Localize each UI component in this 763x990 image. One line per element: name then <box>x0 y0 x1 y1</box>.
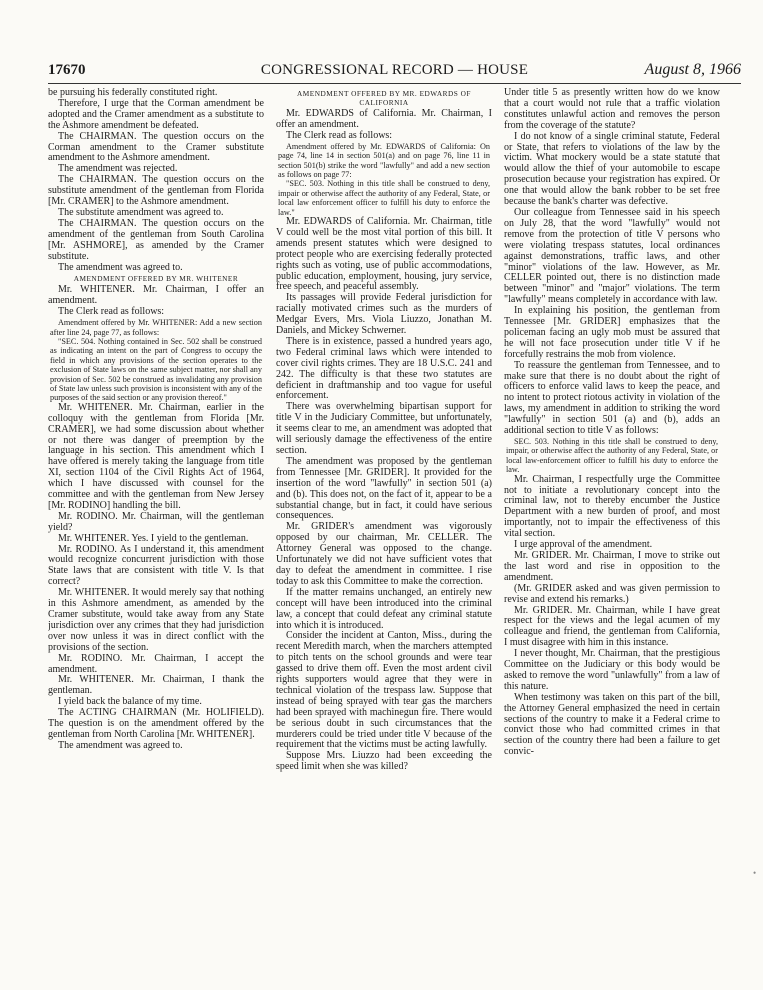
paragraph: Its passages will provide Federal jurisdiction for racially motivated crimes such as the murders of Medgar Evers, Mrs. Viola Liuzzo, Jonathan M. Daniels, and Mickey Schwerner. <box>276 292 492 337</box>
paragraph: I do not know of a single criminal statute, Federal or State, that refers to violations of the law by the victim. What mockery would be a state statute that would allow the thief of your automobile to escape prosecution because your registration has expired. Or one that would allow the bank robber to be set free because the bank's charter was defective. <box>504 130 720 208</box>
section-heading: AMENDMENT OFFERED BY MR. EDWARDS OF CALIFORNIA <box>297 89 471 107</box>
text-column-1 <box>48 88 264 978</box>
quoted-amendment-text: Amendment offered by Mr. WHITENER: Add a new section after line 24, page 77, as follows: <box>50 318 262 337</box>
paragraph: The Clerk read as follows: <box>286 129 393 141</box>
paragraph: Mr. WHITENER. Yes. I yield to the gentleman. <box>58 532 249 544</box>
text-column-3 <box>504 88 720 978</box>
paragraph: The substitute amendment was agreed to. <box>58 206 224 218</box>
paragraph: The Clerk read as follows: <box>58 306 165 318</box>
paragraph: The CHAIRMAN. The question occurs on the Corman amendment to the Cramer substitute amendment to the Ashmore amendment. <box>48 130 264 164</box>
paragraph: (Mr. GRIDER asked and was given permission to revise and extend his remarks.) <box>504 582 720 605</box>
edge-mark: • <box>753 868 757 878</box>
paragraph: When testimony was taken on this part of the bill, the Attorney General emphasized the need in certain sections of the country to make it a Federal crime to convict those who had committed crimes in that section of the country there had been a failure to get convic- <box>504 691 720 758</box>
paragraph: Mr. EDWARDS of California. Mr. Chairman, title V could well be the most vital portion of this bill. It amends present statutes which were designed to protect people who are exercising federally protected rights such as voting, use of public accommodations, public education, employment, housing, jury service, free speech, and peaceful assembly. <box>276 215 492 293</box>
paragraph: I urge approval of the amendment. <box>514 539 653 551</box>
paragraph: Mr. GRIDER. Mr. Chairman, I move to strike out the last word and rise in opposition to the amendment. <box>504 549 720 583</box>
paragraph: There was overwhelming bipartisan support for title V in the Judiciary Committee, but unfortunately, it seems clear to me, an amendment was adopted that will seriously damage the effectiveness of the entire section. <box>276 401 492 456</box>
paragraph: To reassure the gentleman from Tennessee, and to make sure that there is no doubt about the right of officers to enforce valid laws to keep the peace, and no intent to protect riotous activity in violation of the laws, my amendment in addition to striking the word "lawfully" in section 501 (a) and (b), adds an additional section to title V as follows: <box>504 359 720 437</box>
publication-date: August 8, 1966 <box>644 61 741 78</box>
paragraph: In explaining his position, the gentleman from Tennessee [Mr. GRIDER] emphasizes that the policeman facing an ugly mob must be assured that he will not face prosecution under title V if he forcefully restrains the mob from violence. <box>504 305 720 360</box>
paragraph: Mr. RODINO. Mr. Chairman, will the gentleman yield? <box>48 510 264 533</box>
publication-title: CONGRESSIONAL RECORD — HOUSE <box>260 62 529 78</box>
paragraph: Mr. WHITENER. Mr. Chairman, I offer an amendment. <box>48 284 264 307</box>
paragraph: If the matter remains unchanged, an entirely new concept will have been introduced into the criminal law, a concept that could defeat any criminal statute into which it is introduced. <box>276 586 492 631</box>
paragraph: Suppose Mrs. Liuzzo had been exceeding the speed limit when she was killed? <box>276 750 492 773</box>
paragraph: The CHAIRMAN. The question occurs on the amendment of the gentleman from South Carolina [Mr. ASHMORE], as amended by the Cramer substitute. <box>48 217 264 262</box>
paragraph: Mr. EDWARDS of California. Mr. Chairman, I offer an amendment. <box>276 108 492 130</box>
paragraph: The amendment was rejected. <box>58 163 178 175</box>
paragraph: I yield back the balance of my time. <box>58 696 202 708</box>
text-column-2 <box>276 88 492 978</box>
paragraph: Mr. WHITENER. Mr. Chairman, earlier in the colloquy with the gentleman from Florida [Mr. CRAMER], we had some discussion about whether or not there was danger of preemption by the language in his section. This amendment which I have offered is merely taking the language from title XI, section 1104 of the Civil Rights Act of 1964, which I have discussed with counsel for the committee and with the gentleman from New Jersey [Mr. RODINO] handling the bill. <box>48 401 264 511</box>
paragraph: Mr. WHITENER. Mr. Chairman, I thank the gentleman. <box>48 674 264 697</box>
paragraph: Mr. RODINO. As I understand it, this amendment would recognize concurrent jurisdiction with those State laws that are consistent with title V. Is that correct? <box>48 543 264 588</box>
paragraph: Consider the incident at Canton, Miss., during the recent Meredith march, when the marchers attempted to pitch tents on the school grounds and were tear gassed to drive them off. Even the most ardent civil rights supporters would agree that they were in technical violation of the trespass law. Suppose that instead of being sprayed with tear gas the marchers had been sprayed with machinegun fire. There would be serious doubt in such circumstances that the murderers could be tried under title V because of the requirement that the victims must be acting lawfully. <box>276 630 492 751</box>
paragraph-continued: Under title 5 as presently written how do we know that a court would not rule that a traffic violation constitutes unlawful action and removes the person from the coverage of the statute? <box>504 88 720 131</box>
paragraph-continued: be pursuing his federally constituted right. <box>48 88 218 98</box>
paragraph: Mr. RODINO. Mr. Chairman, I accept the amendment. <box>48 652 264 675</box>
page-header <box>48 61 741 84</box>
paragraph: The amendment was agreed to. <box>58 739 183 751</box>
paragraph: Our colleague from Tennessee said in his speech on July 28, that the word "lawfully" would not remove from the protection of title V persons who were violating trespass statutes, local ordinances against demonstrations, traffic laws, and other "minor" violations of the law. However, as Mr. CELLER pointed out, there is no distinction made between "minor" and "major" violations. The term "lawfully" means completely in accordance with law. <box>504 206 720 306</box>
section-heading: AMENDMENT OFFERED BY MR. WHITENER <box>73 274 239 284</box>
page-number: 17670 <box>48 62 86 78</box>
paragraph: The CHAIRMAN. The question occurs on the substitute amendment of the gentleman from Florida [Mr. CRAMER] to the Ashmore amendment. <box>48 174 264 208</box>
paragraph: The ACTING CHAIRMAN (Mr. HOLIFIELD). The question is on the amendment offered by the gentleman from North Carolina [Mr. WHITENER]. <box>48 707 264 740</box>
paragraph: Therefore, I urge that the Corman amendment be adopted and the Cramer amendment as a substitute to the Ashmore amendment be defeated. <box>48 97 264 131</box>
paragraph: Mr. GRIDER. Mr. Chairman, while I have great respect for the views and the legal acumen of my colleague and friend, the gentleman from California, I must disagree with him in this instance. <box>504 604 720 649</box>
paragraph: I never thought, Mr. Chairman, that the prestigious Committee on the Judiciary or this body would be asked to remove the word "unlawfully" from a law of this nature. <box>504 648 720 692</box>
quoted-amendment-text: "SEC. 503. Nothing in this title shall be construed to deny, impair or otherwise affect the authority of any Federal, State, or local law enforcement officer to fulfill his duty to enforce the law." <box>278 179 490 217</box>
paragraph: Mr. WHITENER. It would merely say that nothing in this Ashmore amendment, as amended by the Cramer substitute, would take away from any State jurisdiction over any crimes that they had jurisdiction over now unless it was in direct conflict with the provisions of the section. <box>48 587 264 653</box>
paragraph: Mr. GRIDER's amendment was vigorously opposed by our chairman, Mr. CELLER. The Attorney General was opposed to the change. Unfortunately we did not have sufficient votes that day to defeat the amendment in committee. I rise today to ask this Committee to make the correction. <box>276 521 492 587</box>
quoted-amendment-text: "SEC. 504. Nothing contained in Sec. 502 shall be construed as indicating an intent on the part of Congress to occupy the field in which any provisions of the section operates to the exclusion of State laws on the same subject matter, nor shall any provision of Sec. 502 be construed as invalidating any provision of State law unless such provision is inconsistent with any of the purposes of the said section or any provision thereof." <box>50 336 262 403</box>
quoted-amendment-text: SEC. 503. Nothing in this title shall be construed to deny, impair, or otherwise affect the authority of any Federal, State, or local law-enforcement officer to fulfill his duty to enforce the law. <box>506 437 718 475</box>
paragraph: Mr. Chairman, I respectfully urge the Committee not to initiate a revolutionary concept into the criminal law, not to thereby encumber the Justice Department with a new burden of proof, and most importantly, not to impair the effectiveness of this vital section. <box>504 473 720 540</box>
paragraph: The amendment was agreed to. <box>58 261 183 273</box>
paragraph: The amendment was proposed by the gentleman from Tennessee [Mr. GRIDER]. It provided for the insertion of the word "lawfully" in section 501 (a) and (b). This does not, on the fact of it, appear to be a substantial change, but in fact, it could have serious consequences. <box>276 455 492 522</box>
quoted-amendment-text: Amendment offered by Mr. EDWARDS of California: On page 74, line 14 in section 501(a) and on page 76, line 11 in section 501(b) strike the word "lawfully" and add a new section as follows on page 77: <box>278 141 490 179</box>
paragraph: There is in existence, passed a hundred years ago, two Federal criminal laws which were intended to cover civil rights crimes. They are 18 U.S.C. 241 and 242. The difficulty is that these two statutes are deficient in draftmanship and too vague for useful enforcement. <box>276 335 492 402</box>
